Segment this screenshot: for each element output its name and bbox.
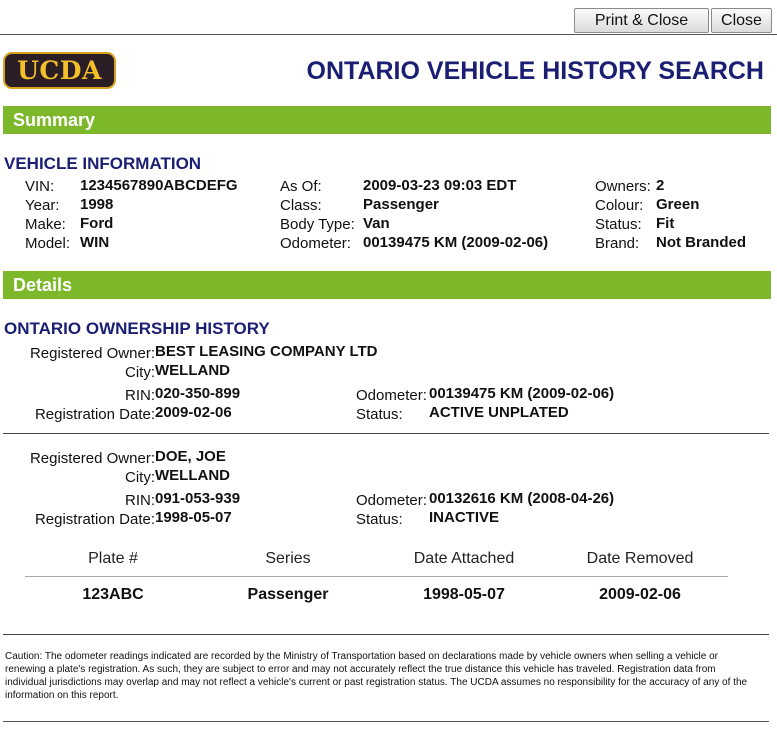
caution-note: Caution: The odometer readings indicated are recorded by the Ministry of Transportation based on declarations made by vehicle owners when selling a vehicle or renewing a plate's registration. As such, they are subject to error and may not accurately reflect the true distance this vehicle has traveled. Registration data from individual jurisdictions may overlap and may not reflect a vehicle's current or past registration status. The UCDA assumes no responsibility for the accuracy of any of the information on this report. [5, 651, 748, 701]
caution-divider [3, 634, 769, 635]
vehicle-information-heading: VEHICLE INFORMATION [4, 154, 202, 173]
registration-date-label: Registration Date: [34, 406, 155, 423]
owners-label: Owners: [595, 178, 651, 195]
date-removed-cell: 2009-02-06 [599, 586, 681, 603]
owner-odometer-label: Odometer: [356, 492, 427, 509]
registered-owner-label: Registered Owner: [29, 345, 155, 362]
rin-label: RIN: [125, 492, 155, 509]
city-value: WELLAND [155, 467, 230, 484]
table-header-rule [25, 576, 728, 577]
colour-label: Colour: [595, 197, 644, 214]
close-button[interactable]: Close [711, 8, 772, 33]
owner-status-value: INACTIVE [429, 509, 500, 526]
city-label: City: [125, 364, 155, 381]
print-close-button[interactable]: Print & Close [574, 8, 709, 33]
registration-date-value: 2009-02-06 [155, 404, 232, 421]
as-of-label: As Of: [280, 178, 322, 195]
brand-label: Brand: [595, 235, 640, 252]
class-label: Class: [280, 197, 322, 214]
owner-odometer-value: 00132616 KM (2008-04-26) [429, 490, 615, 507]
summary-section-bar: Summary [3, 106, 771, 134]
odometer-value: 00139475 KM (2009-02-06) [363, 234, 549, 251]
page-title: ONTARIO VEHICLE HISTORY SEARCH [306, 57, 764, 85]
series-cell: Passenger [247, 586, 329, 603]
model-value: WIN [80, 234, 110, 251]
registered-owner-value: DOE, JOE [155, 448, 226, 465]
year-value: 1998 [80, 196, 114, 213]
class-value: Passenger [363, 196, 439, 213]
registration-date-value: 1998-05-07 [155, 509, 232, 526]
ownership-history-heading: ONTARIO OWNERSHIP HISTORY [4, 319, 270, 338]
owner-status-label: Status: [356, 406, 403, 423]
registered-owner-label: Registered Owner: [29, 450, 155, 467]
status-value: Fit [656, 215, 675, 232]
vin-label: VIN: [25, 178, 55, 195]
city-label: City: [125, 469, 155, 486]
make-label: Make: [25, 216, 66, 233]
as-of-value: 2009-03-23 09:03 EDT [363, 177, 517, 194]
owner-status-value: ACTIVE UNPLATED [429, 404, 569, 421]
owner-status-label: Status: [356, 511, 403, 528]
plate-column-header: Plate # [88, 550, 138, 567]
colour-value: Green [656, 196, 700, 213]
owner-divider [3, 433, 769, 434]
owner-odometer-value: 00139475 KM (2009-02-06) [429, 385, 615, 402]
registered-owner-value: BEST LEASING COMPANY LTD [155, 343, 378, 360]
year-label: Year: [25, 197, 60, 214]
registration-date-label: Registration Date: [34, 511, 155, 528]
make-value: Ford [80, 215, 114, 232]
brand-value: Not Branded [656, 234, 746, 251]
status-label: Status: [595, 216, 642, 233]
details-section-bar: Details [3, 271, 771, 299]
city-value: WELLAND [155, 362, 230, 379]
body-type-value: Van [363, 215, 390, 232]
toolbar-divider [0, 34, 777, 35]
rin-label: RIN: [125, 387, 155, 404]
body-type-label: Body Type: [280, 216, 355, 233]
odometer-label: Odometer: [280, 235, 351, 252]
owners-value: 2 [656, 177, 665, 194]
date-removed-column-header: Date Removed [586, 550, 694, 567]
vin-value: 1234567890ABCDEFG [80, 177, 238, 194]
model-label: Model: [25, 235, 71, 252]
plate-cell: 123ABC [82, 586, 144, 603]
bottom-divider [3, 721, 769, 722]
date-attached-column-header: Date Attached [413, 550, 515, 567]
rin-value: 091-053-939 [155, 490, 241, 507]
ucda-logo [3, 52, 116, 89]
series-column-header: Series [265, 550, 311, 567]
rin-value: 020-350-899 [155, 385, 241, 402]
date-attached-cell: 1998-05-07 [423, 586, 505, 603]
ucda-logo-text: UCDA [17, 56, 102, 85]
owner-odometer-label: Odometer: [356, 387, 427, 404]
